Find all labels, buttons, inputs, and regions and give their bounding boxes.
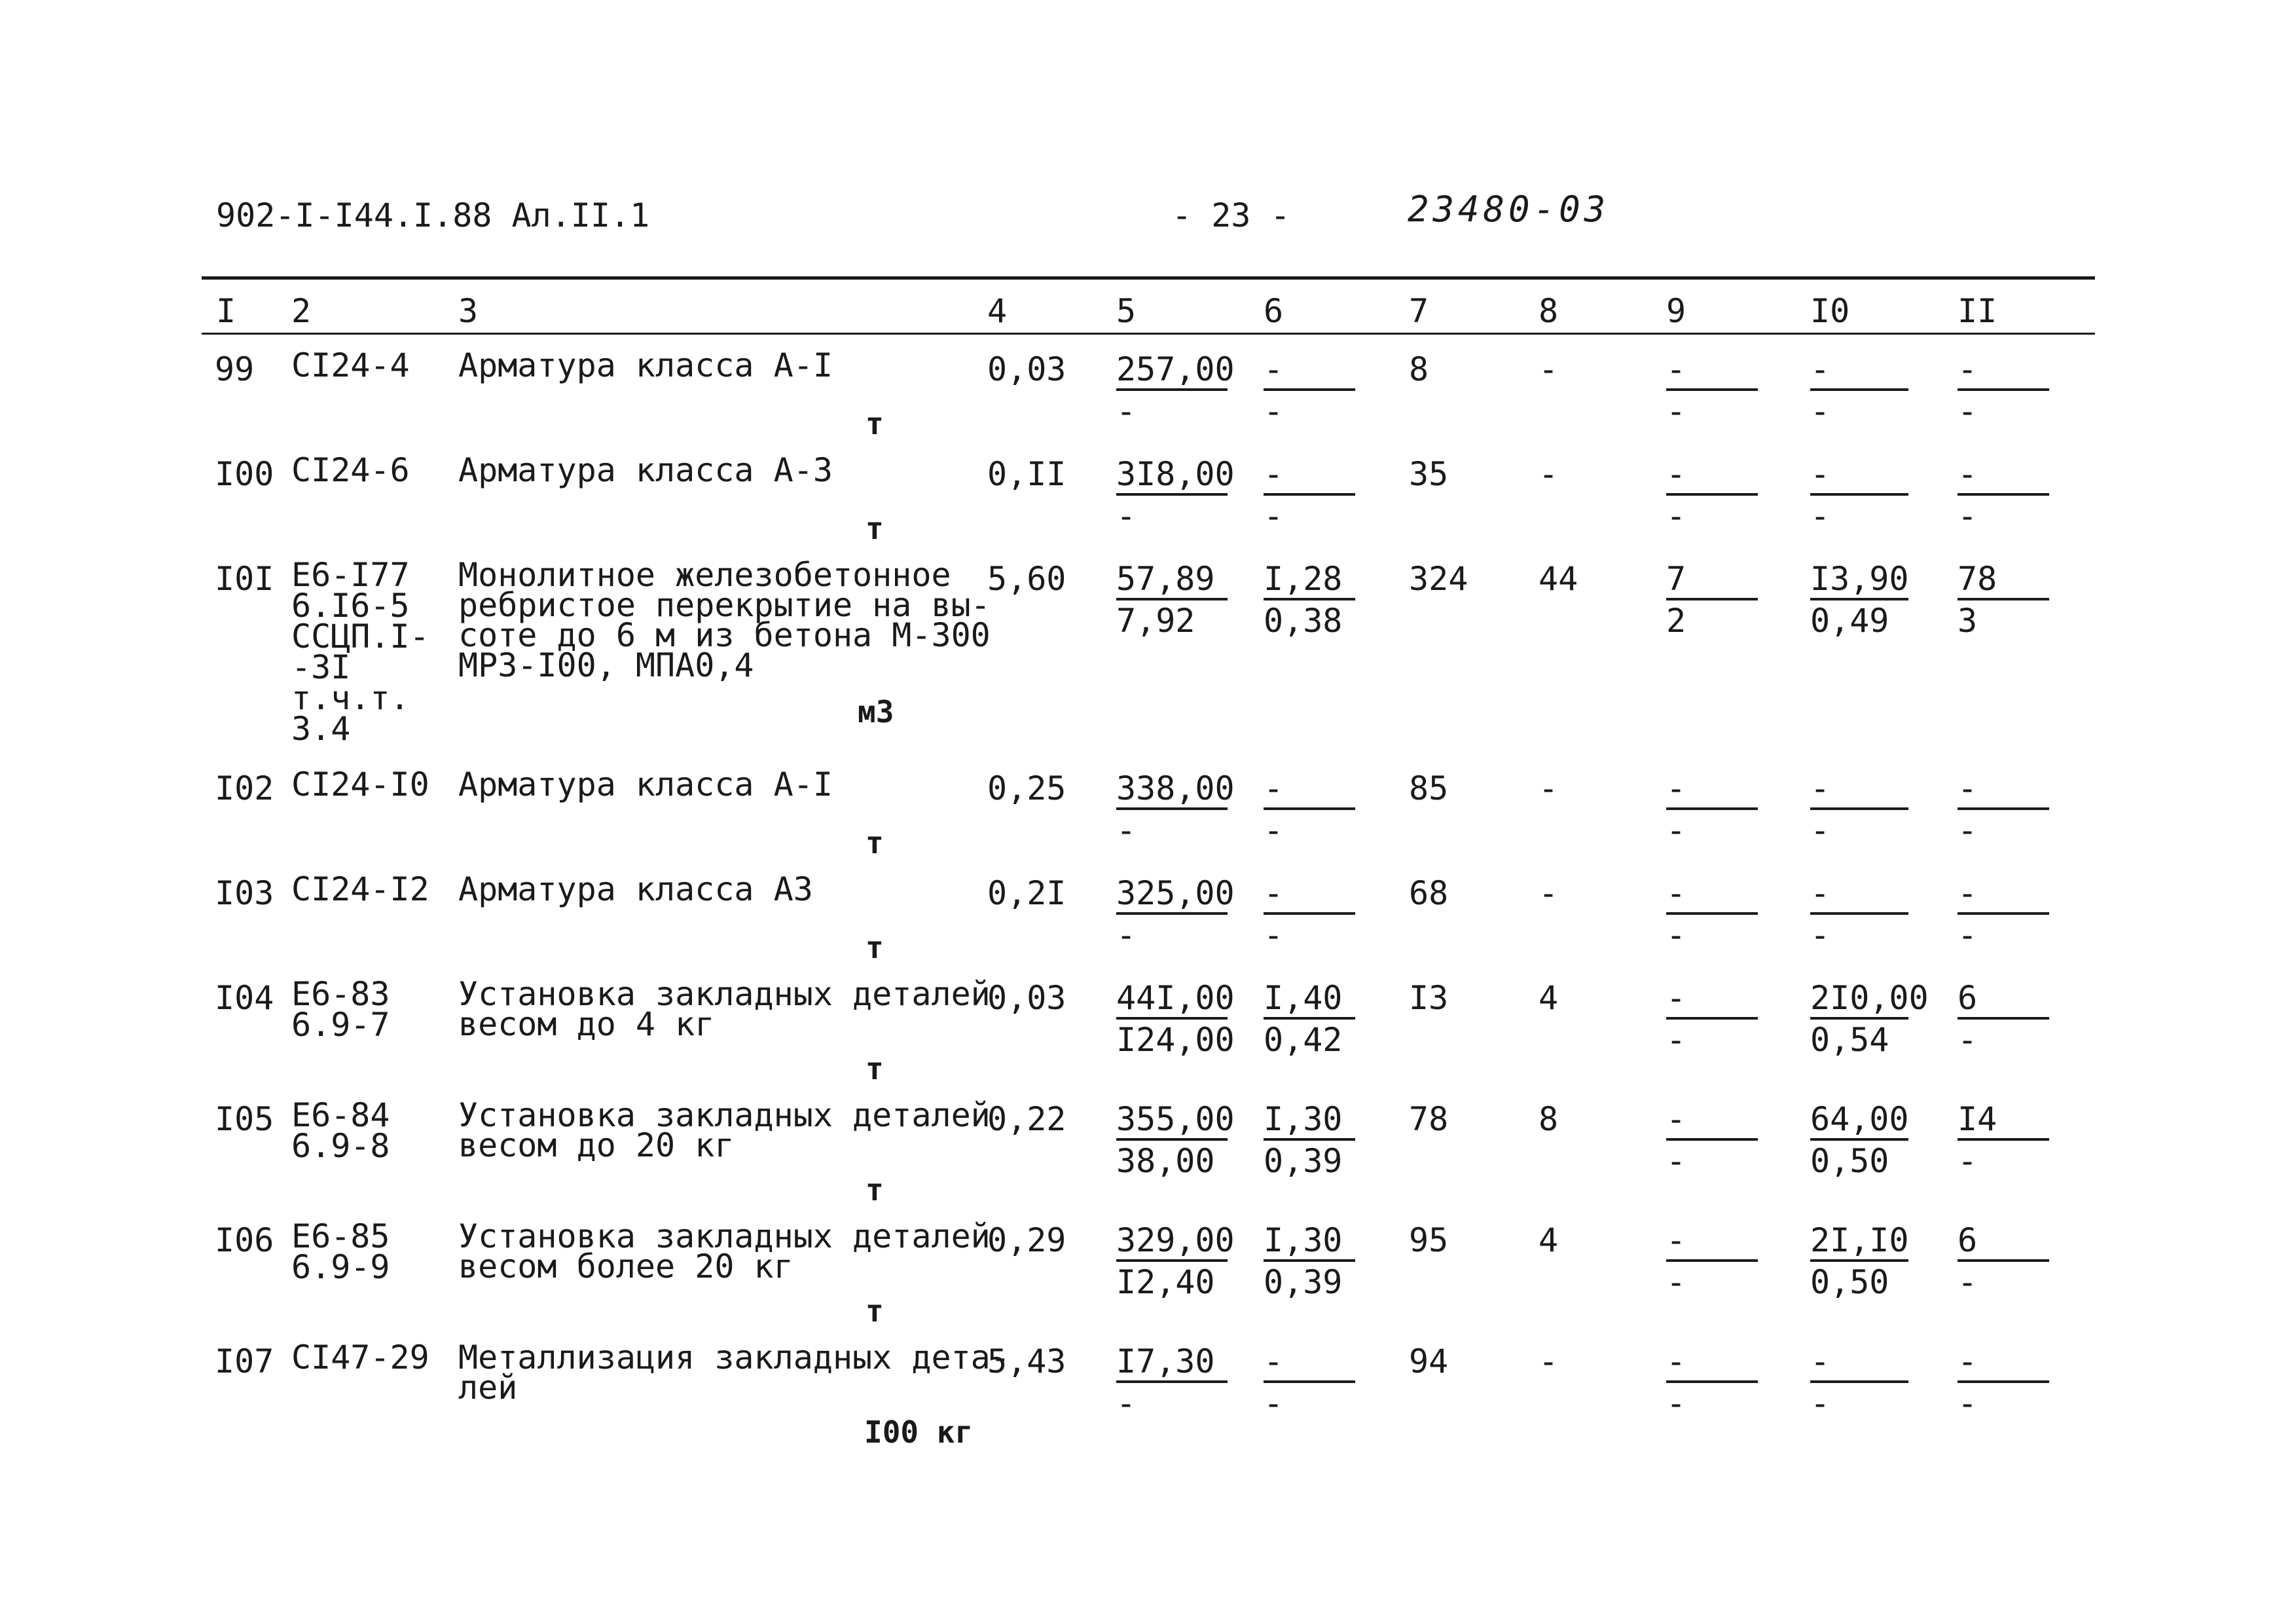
column-header-4: 4: [987, 292, 1008, 330]
table-row: [0, 766, 2296, 881]
col11-value: [1958, 769, 2049, 851]
col10-value-numerator: -: [1810, 769, 1908, 810]
work-description: Арматура класса А3: [458, 870, 813, 908]
col9-value-denominator: -: [1666, 1021, 1686, 1059]
col11-value-denominator: -: [1958, 497, 1978, 535]
work-description: Арматура класса А-3: [458, 451, 833, 489]
col9-value: [1666, 350, 1758, 432]
col11-value: [1958, 979, 2049, 1060]
norm-code: CI24-I2: [291, 870, 429, 908]
col6-value-numerator: -: [1264, 1342, 1355, 1383]
col6-value-numerator: I,30: [1264, 1100, 1355, 1141]
unit-cost-denominator: I24,00: [1116, 1021, 1235, 1059]
col11-value-denominator: -: [1958, 1021, 1978, 1059]
col7-value: 68: [1409, 874, 1449, 912]
quantity: 0,25: [987, 769, 1066, 807]
unit-cost-numerator: 3I8,00: [1116, 455, 1228, 496]
unit-cost: [1116, 769, 1235, 851]
col8-value: -: [1539, 455, 1559, 493]
col8-value: -: [1539, 1342, 1559, 1380]
table-row: [0, 1217, 2296, 1333]
col10-value: [1810, 1342, 1908, 1424]
row-number: I02: [215, 769, 274, 807]
col10-value-numerator: -: [1810, 874, 1908, 915]
col10-value-denominator: -: [1810, 1384, 1831, 1422]
col11-value: [1958, 560, 2049, 641]
col6-value-denominator: -: [1264, 392, 1284, 430]
work-description: Арматура класса А-I: [458, 766, 833, 803]
col6-value-numerator: -: [1264, 455, 1355, 496]
col11-value-numerator: 6: [1958, 1221, 2049, 1262]
col9-value-denominator: -: [1666, 1384, 1686, 1422]
col11-value-denominator: 3: [1958, 602, 1978, 640]
col11-value-denominator: -: [1958, 1263, 1978, 1301]
col8-value: -: [1539, 874, 1559, 912]
col9-value: [1666, 1100, 1758, 1181]
col9-value-numerator: -: [1666, 874, 1758, 915]
col9-value: [1666, 874, 1758, 955]
col9-value: [1666, 1221, 1758, 1302]
col6-value: [1264, 560, 1355, 641]
col9-value: [1666, 769, 1758, 851]
quantity: 0,03: [987, 979, 1066, 1017]
col6-value-numerator: -: [1264, 350, 1355, 391]
col11-value: [1958, 350, 2049, 432]
col11-value-denominator: -: [1958, 392, 1978, 430]
col9-value-numerator: -: [1666, 1342, 1758, 1383]
col11-value-numerator: -: [1958, 350, 2049, 391]
col8-value: -: [1539, 350, 1559, 388]
col11-value: [1958, 455, 2049, 536]
col7-value: 8: [1409, 350, 1429, 388]
col11-value: [1958, 1100, 2049, 1181]
column-header-11: II: [1958, 292, 1997, 330]
unit-of-measure: т: [866, 1172, 884, 1208]
unit-cost-denominator: -: [1116, 497, 1137, 535]
col11-value-numerator: I4: [1958, 1100, 2049, 1141]
col10-value-numerator: 2I,I0: [1810, 1221, 1908, 1262]
unit-cost-numerator: 329,00: [1116, 1221, 1228, 1262]
col8-value: 4: [1539, 979, 1559, 1017]
col6-value-denominator: -: [1264, 811, 1284, 849]
col9-value-numerator: -: [1666, 1221, 1758, 1262]
unit-cost: [1116, 874, 1235, 955]
col7-value: I3: [1409, 979, 1449, 1017]
unit-cost-numerator: I7,30: [1116, 1342, 1228, 1383]
col6-value-denominator: -: [1264, 916, 1284, 954]
col8-value: 4: [1539, 1221, 1559, 1259]
col9-value: [1666, 979, 1758, 1060]
col10-value-numerator: 64,00: [1810, 1100, 1908, 1141]
col10-value: [1810, 979, 1929, 1060]
unit-of-measure: т: [866, 930, 884, 965]
col6-value-numerator: I,28: [1264, 560, 1355, 600]
unit-cost-denominator: -: [1116, 1384, 1137, 1422]
unit-cost-denominator: -: [1116, 392, 1137, 430]
col9-value-numerator: -: [1666, 455, 1758, 496]
col10-value-denominator: 0,50: [1810, 1263, 1889, 1301]
work-description: Установка закладных деталей весом более 20 кг: [458, 1217, 991, 1285]
col9-value-numerator: -: [1666, 769, 1758, 810]
col10-value-denominator: 0,54: [1810, 1021, 1889, 1059]
table-header-rule: [202, 333, 2095, 335]
col9-value-denominator: -: [1666, 1263, 1686, 1301]
column-header-8: 8: [1539, 292, 1559, 330]
col10-value-denominator: -: [1810, 497, 1831, 535]
table-row: [0, 451, 2296, 566]
col6-value-denominator: 0,39: [1264, 1142, 1343, 1180]
row-number: I05: [215, 1100, 274, 1138]
col11-value-numerator: -: [1958, 1342, 2049, 1383]
col7-value: 78: [1409, 1100, 1449, 1138]
column-header-3: 3: [458, 292, 479, 330]
col10-value-numerator: -: [1810, 350, 1908, 391]
unit-cost-numerator: 338,00: [1116, 769, 1228, 810]
unit-cost: [1116, 1221, 1235, 1302]
row-number: I07: [215, 1342, 274, 1380]
col6-value: [1264, 350, 1355, 432]
col11-value: [1958, 1221, 2049, 1302]
col9-value-numerator: -: [1666, 979, 1758, 1020]
quantity: 0,2I: [987, 874, 1066, 912]
col9-value-denominator: -: [1666, 1142, 1686, 1180]
col6-value: [1264, 1342, 1355, 1424]
col6-value-numerator: -: [1264, 769, 1355, 810]
work-description: Металлизация закладных дета- лей: [458, 1338, 1010, 1407]
col10-value-denominator: 0,50: [1810, 1142, 1889, 1180]
col9-value-numerator: 7: [1666, 560, 1758, 600]
norm-code: CI24-6: [291, 451, 410, 489]
unit-cost-denominator: I2,40: [1116, 1263, 1215, 1301]
quantity: 0,03: [987, 350, 1066, 388]
col6-value: [1264, 1100, 1355, 1181]
unit-of-measure: т: [866, 1293, 884, 1329]
column-header-7: 7: [1409, 292, 1429, 330]
table-top-rule: [202, 276, 2095, 280]
unit-cost: [1116, 560, 1228, 641]
work-description: Установка закладных деталей весом до 4 кг: [458, 975, 991, 1043]
unit-of-measure: т: [866, 825, 884, 860]
col6-value-numerator: I,40: [1264, 979, 1355, 1020]
unit-cost-denominator: 7,92: [1116, 602, 1195, 640]
unit-cost-denominator: 38,00: [1116, 1142, 1215, 1180]
unit-of-measure: т: [866, 511, 884, 546]
page-number: - 23 -: [1172, 196, 1290, 234]
unit-cost-numerator: 355,00: [1116, 1100, 1228, 1141]
col10-value: [1810, 350, 1908, 432]
col11-value-numerator: -: [1958, 874, 2049, 915]
col7-value: 85: [1409, 769, 1449, 807]
work-description: Монолитное железобетонное ребристое перекрытие на вы- соте до 6 м из бетона М-300 МРЗ-I00, МПА0,4: [458, 556, 991, 684]
col6-value: [1264, 1221, 1355, 1302]
table-row: [0, 1338, 2296, 1454]
col11-value-denominator: -: [1958, 916, 1978, 954]
col10-value: [1810, 560, 1908, 641]
unit-cost: [1116, 1100, 1235, 1181]
column-header-9: 9: [1666, 292, 1686, 330]
unit-cost-numerator: 57,89: [1116, 560, 1228, 600]
col10-value-numerator: 2I0,00: [1810, 979, 1908, 1020]
unit-cost: [1116, 979, 1235, 1060]
col11-value-numerator: -: [1958, 769, 2049, 810]
table-row: [0, 975, 2296, 1090]
col9-value-numerator: -: [1666, 350, 1758, 391]
table-row: [0, 346, 2296, 462]
quantity: 0,II: [987, 455, 1066, 493]
column-header-1: I: [216, 292, 236, 330]
col10-value: [1810, 1100, 1908, 1181]
quantity: 5,60: [987, 560, 1066, 598]
col11-value: [1958, 874, 2049, 955]
col7-value: 324: [1409, 560, 1468, 598]
unit-cost-numerator: 325,00: [1116, 874, 1228, 915]
col10-value-numerator: -: [1810, 1342, 1908, 1383]
column-header-2: 2: [291, 292, 312, 330]
col10-value-denominator: 0,49: [1810, 602, 1889, 640]
unit-of-measure: т: [866, 406, 884, 441]
column-header-10: I0: [1810, 292, 1850, 330]
col9-value: [1666, 455, 1758, 536]
col11-value-numerator: -: [1958, 455, 2049, 496]
col9-value-denominator: -: [1666, 916, 1686, 954]
col6-value: [1264, 874, 1355, 955]
table-row: [0, 870, 2296, 986]
unit-of-measure: т: [866, 1051, 884, 1086]
col6-value: [1264, 769, 1355, 851]
row-number: I03: [215, 874, 274, 912]
col6-value: [1264, 979, 1355, 1060]
unit-of-measure: м3: [858, 694, 894, 729]
unit-cost-numerator: 44I,00: [1116, 979, 1228, 1020]
norm-code: CI24-I0: [291, 766, 429, 803]
norm-code: E6-83 6.9-7: [291, 975, 390, 1044]
row-number: I04: [215, 979, 274, 1017]
col6-value: [1264, 455, 1355, 536]
unit-cost-denominator: -: [1116, 811, 1137, 849]
norm-code: E6-84 6.9-8: [291, 1096, 390, 1165]
column-header-5: 5: [1116, 292, 1137, 330]
norm-code: CI47-29: [291, 1338, 429, 1376]
col11-value-denominator: -: [1958, 811, 1978, 849]
col11-value-denominator: -: [1958, 1142, 1978, 1180]
col6-value-denominator: -: [1264, 1384, 1284, 1422]
quantity: 0,29: [987, 1221, 1066, 1259]
col8-value: 8: [1539, 1100, 1559, 1138]
row-number: I00: [215, 455, 274, 493]
row-number: I0I: [215, 560, 274, 598]
col9-value: [1666, 1342, 1758, 1424]
unit-cost: [1116, 350, 1235, 432]
col11-value-numerator: 6: [1958, 979, 2049, 1020]
work-description: Установка закладных деталей весом до 20 кг: [458, 1096, 991, 1164]
unit-cost: [1116, 455, 1235, 536]
col9-value-numerator: -: [1666, 1100, 1758, 1141]
column-header-6: 6: [1264, 292, 1284, 330]
col8-value: 44: [1539, 560, 1578, 598]
col8-value: -: [1539, 769, 1559, 807]
col10-value: [1810, 874, 1908, 955]
col9-value-denominator: 2: [1666, 602, 1686, 640]
unit-of-measure: I00 кг: [864, 1414, 974, 1450]
col10-value: [1810, 769, 1908, 851]
col9-value-denominator: -: [1666, 811, 1686, 849]
col6-value-numerator: I,30: [1264, 1221, 1355, 1262]
document-code: 902-I-I44.I.88 Ал.II.1: [216, 196, 650, 234]
col11-value-denominator: -: [1958, 1384, 1978, 1422]
row-number: I06: [215, 1221, 274, 1259]
col11-value: [1958, 1342, 2049, 1424]
row-number: 99: [215, 350, 255, 388]
table-row: [0, 1096, 2296, 1211]
col7-value: 94: [1409, 1342, 1449, 1380]
col10-value-denominator: -: [1810, 392, 1831, 430]
table-row: [0, 556, 2296, 748]
col10-value: [1810, 1221, 1908, 1302]
col9-value-denominator: -: [1666, 497, 1686, 535]
norm-code: E6-I77 6.I6-5 ССЦП.I- -3I т.ч.т. 3.4: [291, 556, 429, 748]
col10-value-denominator: -: [1810, 916, 1831, 954]
col10-value-numerator: -: [1810, 455, 1908, 496]
archive-stamp: 23480-03: [1408, 189, 1610, 230]
col10-value-denominator: -: [1810, 811, 1831, 849]
col9-value-denominator: -: [1666, 392, 1686, 430]
col6-value-denominator: 0,39: [1264, 1263, 1343, 1301]
col11-value-numerator: 78: [1958, 560, 2049, 600]
unit-cost-numerator: 257,00: [1116, 350, 1228, 391]
work-description: Арматура класса А-I: [458, 346, 833, 384]
col6-value-numerator: -: [1264, 874, 1355, 915]
col10-value: [1810, 455, 1908, 536]
quantity: 0,22: [987, 1100, 1066, 1138]
col10-value-numerator: I3,90: [1810, 560, 1908, 600]
col6-value-denominator: -: [1264, 497, 1284, 535]
norm-code: E6-85 6.9-9: [291, 1217, 390, 1286]
col6-value-denominator: 0,42: [1264, 1021, 1343, 1059]
unit-cost-denominator: -: [1116, 916, 1137, 954]
col7-value: 35: [1409, 455, 1449, 493]
col9-value: [1666, 560, 1758, 641]
col7-value: 95: [1409, 1221, 1449, 1259]
col6-value-denominator: 0,38: [1264, 602, 1343, 640]
norm-code: CI24-4: [291, 346, 410, 384]
unit-cost: [1116, 1342, 1228, 1424]
quantity: 5,43: [987, 1342, 1066, 1380]
